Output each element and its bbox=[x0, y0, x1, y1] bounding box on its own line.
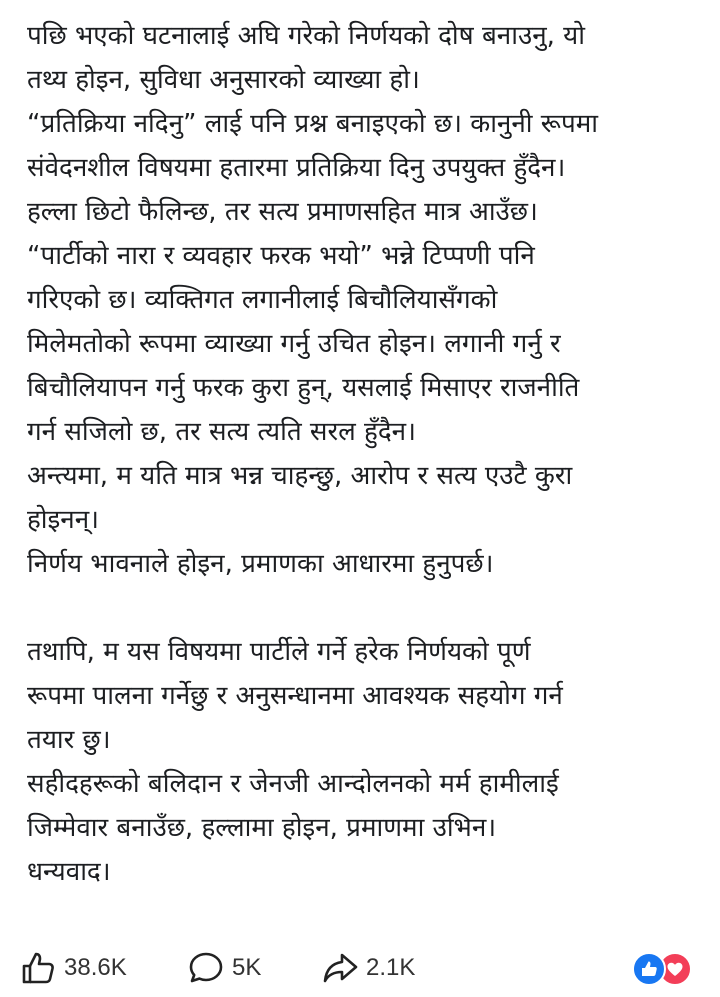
comment-bubble-icon bbox=[188, 950, 224, 986]
reactions-summary[interactable] bbox=[632, 952, 696, 986]
post-text-line: होइनन्। bbox=[27, 505, 100, 535]
like-count: 38.6K bbox=[64, 954, 127, 981]
paragraph-spacer bbox=[27, 586, 707, 630]
post-text-line: बिचौलियापन गर्नु फरक कुरा हुन्, यसलाई मिसाएर राजनीति bbox=[27, 373, 580, 403]
share-count: 2.1K bbox=[366, 954, 416, 981]
share-arrow-icon bbox=[322, 950, 358, 986]
post-text-line: मिलेमतोको रूपमा व्याख्या गर्नु उचित होइन। लगानी गर्नु र bbox=[27, 329, 561, 359]
post-body bbox=[27, 14, 707, 894]
post-text-line: रूपमा पालना गर्नेछु र अनुसन्धानमा आवश्यक सहयोग गर्न bbox=[27, 681, 563, 711]
post-text-line: पछि भएको घटनालाई अघि गरेको निर्णयको दोष बनाउनु, यो bbox=[27, 21, 585, 51]
share-button[interactable] bbox=[322, 948, 415, 988]
thumbs-up-icon bbox=[20, 950, 56, 986]
post-actions-bar bbox=[0, 936, 720, 997]
post-text-line: अन्त्यमा, म यति मात्र भन्न चाहन्छु, आरोप र सत्य एउटै कुरा bbox=[27, 461, 573, 491]
post-text-line: धन्यवाद। bbox=[27, 857, 111, 887]
post-text-line: गरिएको छ। व्यक्तिगत लगानीलाई बिचौलियासँगको bbox=[27, 285, 498, 315]
post-text-line: निर्णय भावनाले होइन, प्रमाणका आधारमा हुनुपर्छ। bbox=[27, 549, 494, 579]
comment-button[interactable] bbox=[188, 948, 261, 988]
post-text-line: तयार छु। bbox=[27, 725, 111, 755]
post-text-line: संवेदनशील विषयमा हतारमा प्रतिक्रिया दिनु उपयुक्त हुँदैन। bbox=[27, 153, 566, 183]
post-text-line: हल्ला छिटो फैलिन्छ, तर सत्य प्रमाणसहित मात्र आउँछ। bbox=[27, 197, 538, 227]
post-text-line: सहीदहरूको बलिदान र जेनजी आन्दोलनको मर्म हामीलाई bbox=[27, 769, 559, 799]
post-text-line: “प्रतिक्रिया नदिनु” लाई पनि प्रश्न बनाइएको छ। कानुनी रूपमा bbox=[27, 109, 599, 139]
post-text-line: जिम्मेवार बनाउँछ, हल्लामा होइन, प्रमाणमा उभिन। bbox=[27, 813, 497, 843]
post-text-line: गर्न सजिलो छ, तर सत्य त्यति सरल हुँदैन। bbox=[27, 417, 416, 447]
comment-count: 5K bbox=[232, 954, 262, 981]
post-text-line: तथापि, म यस विषयमा पार्टीले गर्ने हरेक निर्णयको पूर्ण bbox=[27, 637, 531, 667]
post-text-line: तथ्य होइन, सुविधा अनुसारको व्याख्या हो। bbox=[27, 65, 420, 95]
like-button[interactable] bbox=[20, 948, 127, 988]
like-reaction-icon bbox=[632, 952, 666, 986]
post-text-line: “पार्टीको नारा र व्यवहार फरक भयो” भन्ने टिप्पणी पनि bbox=[27, 241, 535, 271]
